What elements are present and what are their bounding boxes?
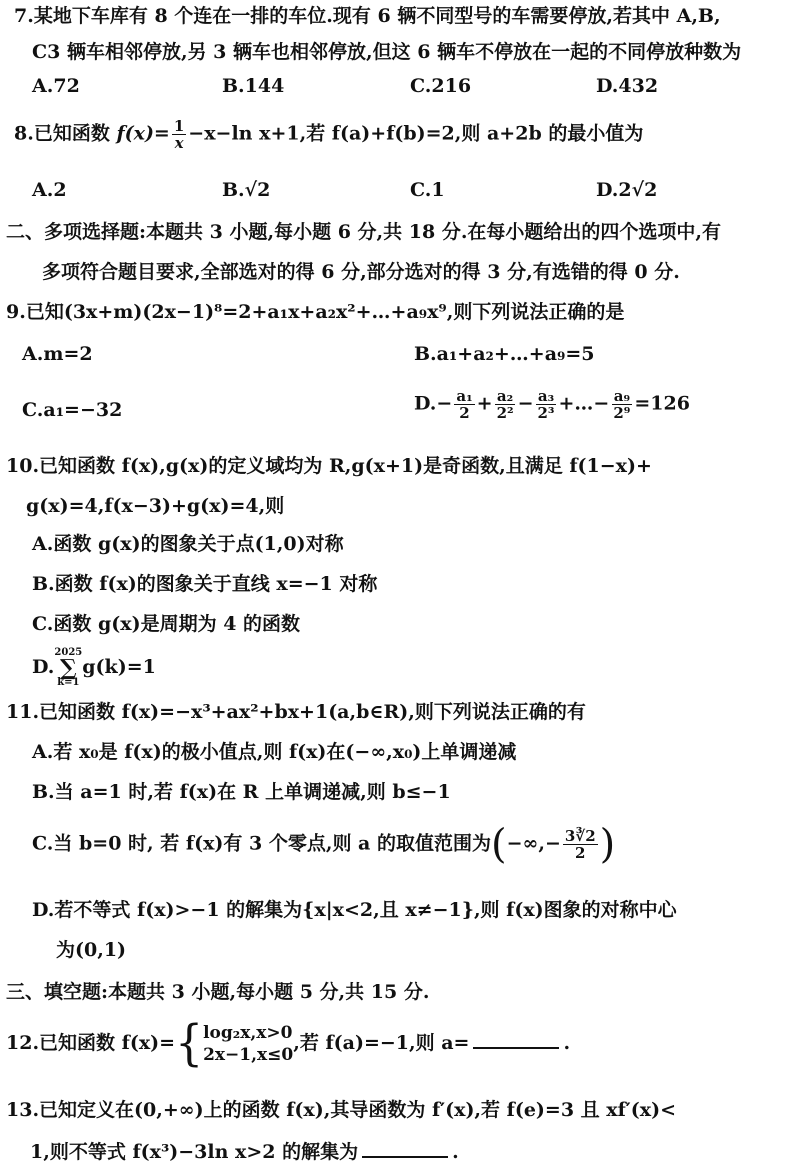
q13-stem-line1: 13.已知定义在(0,+∞)上的函数 f(x),其导函数为 f′(x),若 f(e)=3 且 xf′(x)< xyxy=(6,1099,677,1121)
q9-option-a: A.m=2 xyxy=(22,343,93,365)
q12-cases xyxy=(203,1022,293,1066)
q8-fraction xyxy=(172,118,186,151)
q10-d-sum-bot: k=1 xyxy=(57,677,80,688)
q9-d-dots: +…− xyxy=(558,392,610,415)
q9-d-minus: − xyxy=(517,392,534,415)
q9-d-frac2-den: 2² xyxy=(496,404,514,422)
q7-option-d: D.432 xyxy=(596,75,659,97)
q9-d-plus: + xyxy=(476,392,493,415)
q11-stem: 11.已知函数 f(x)=−x³+ax²+bx+1(a,b∈R),则下列说法正确的有 xyxy=(6,701,586,723)
q7-option-c: C.216 xyxy=(410,75,472,97)
q10-stem-line2: g(x)=4,f(x−3)+g(x)=4,则 xyxy=(26,495,285,517)
q9-d-frac3-den: 2³ xyxy=(537,404,555,422)
q9-stem: 9.已知(3x+m)(2x−1)⁸=2+a₁x+a₂x²+…+a₉x⁹,则下列说法正确的是 xyxy=(6,301,625,323)
q12-answer-blank[interactable] xyxy=(473,1029,559,1049)
q10-option-b: B.函数 f(x)的图象关于直线 x=−1 对称 xyxy=(32,573,378,595)
q11-option-b: B.当 a=1 时,若 f(x)在 R 上单调递减,则 b≤−1 xyxy=(32,781,451,803)
q9-d-frac3-num: a₃ xyxy=(537,387,555,405)
q10-d-sum-sym: ∑ xyxy=(60,655,77,681)
q8-option-a: A.2 xyxy=(32,179,67,201)
section2-heading-line1: 二、多项选择题:本题共 3 小题,每小题 6 分,共 18 分.在每小题给出的四个选项中,有 xyxy=(6,221,722,243)
q10-d-rest: g(k)=1 xyxy=(82,656,156,678)
q13-line2-text: 1,则不等式 f(x³)−3ln x>2 的解集为 xyxy=(30,1141,359,1163)
q9-d-frac1-den: 2 xyxy=(459,404,470,422)
q7-stem-line2: C3 辆车相邻停放,另 3 辆车也相邻停放,但这 6 辆车不停放在一起的不同停放种数为 xyxy=(32,41,742,63)
q11-c-fraction xyxy=(563,828,598,861)
q12-end: . xyxy=(563,1032,571,1054)
q9-option-b: B.a₁+a₂+…+a₉=5 xyxy=(414,343,595,365)
q13-answer-blank[interactable] xyxy=(362,1138,448,1158)
q8-fx: f(x)= xyxy=(116,122,170,145)
q11-c-interval: −∞,− xyxy=(506,832,561,855)
q9-d-prefix: D.− xyxy=(414,392,453,415)
q9-d-result: =126 xyxy=(634,392,690,415)
q9-d-frac3 xyxy=(536,388,557,421)
q11-c-rparen: ) xyxy=(599,821,616,868)
q10-d-summation xyxy=(54,648,82,688)
q8-prefix: 8.已知函数 xyxy=(14,122,117,145)
q9-d-frac2-num: a₂ xyxy=(496,387,514,405)
q10-option-a: A.函数 g(x)的图象关于点(1,0)对称 xyxy=(32,533,344,555)
q10-option-c: C.函数 g(x)是周期为 4 的函数 xyxy=(32,613,301,635)
section2-heading-line2: 多项符合题目要求,全部选对的得 6 分,部分选对的得 3 分,有选错的得 0 分. xyxy=(42,261,680,283)
q8-rest: −x−ln x+1,若 f(a)+f(b)=2,则 a+2b 的最小值为 xyxy=(188,122,644,145)
q11-c-frac-num: 3∛2 xyxy=(564,827,596,845)
q9-d-frac4-den: 2⁹ xyxy=(613,404,631,422)
q11-option-a: A.若 x₀是 f(x)的极小值点,则 f(x)在(−∞,x₀)上单调递减 xyxy=(32,741,517,763)
q13-end: . xyxy=(452,1141,459,1163)
q10-d-sum-top: 2025 xyxy=(54,647,83,658)
q12-case1: log₂x,x>0 xyxy=(203,1023,293,1043)
q13-stem-line2 xyxy=(30,1138,459,1166)
q7-option-a: A.72 xyxy=(32,75,80,97)
q9-option-c: C.a₁=−32 xyxy=(22,399,123,421)
q9-option-d xyxy=(414,388,690,421)
section3-heading: 三、填空题:本题共 3 小题,每小题 5 分,共 15 分. xyxy=(6,981,430,1003)
q8-option-d: D.2√2 xyxy=(596,179,658,201)
q9-d-frac4-num: a₉ xyxy=(613,387,631,405)
q12-suffix: ,若 f(a)=−1,则 a= xyxy=(293,1032,470,1054)
q12-case2: 2x−1,x≤0 xyxy=(203,1045,294,1065)
q8-stem xyxy=(14,118,643,151)
q9-d-frac1 xyxy=(454,388,474,421)
q12-brace: { xyxy=(175,1015,204,1072)
q10-stem-line1: 10.已知函数 f(x),g(x)的定义域均为 R,g(x+1)是奇函数,且满足 f(1−x)+ xyxy=(6,455,652,477)
q7-stem-line1: 7.某地下车库有 8 个连在一排的车位.现有 6 辆不同型号的车需要停放,若其中 A,B, xyxy=(14,5,721,27)
q10-option-d xyxy=(32,648,156,688)
q10-d-prefix: D. xyxy=(32,656,55,678)
q11-option-d-line1: D.若不等式 f(x)>−1 的解集为{x|x<2,且 x≠−1},则 f(x)图象的对称中心 xyxy=(32,899,677,921)
q8-frac-num: 1 xyxy=(173,117,185,135)
q9-d-frac4 xyxy=(611,388,632,421)
q11-c-frac-den: 2 xyxy=(575,844,586,862)
q8-option-c: C.1 xyxy=(410,179,445,201)
q11-option-c xyxy=(32,821,616,868)
q12-stem xyxy=(6,1015,571,1072)
q12-prefix: 12.已知函数 f(x)= xyxy=(6,1032,176,1054)
q11-c-prefix: C.当 b=0 时, 若 f(x)有 3 个零点,则 a 的取值范围为 xyxy=(32,832,491,855)
q9-d-frac1-num: a₁ xyxy=(456,387,473,405)
q8-frac-den: x xyxy=(174,134,184,152)
q7-option-b: B.144 xyxy=(222,75,285,97)
q8-option-b: B.√2 xyxy=(222,179,271,201)
q9-d-frac2 xyxy=(495,388,516,421)
q11-option-d-line2: 为(0,1) xyxy=(56,939,127,961)
q11-c-lparen: ( xyxy=(491,821,507,868)
